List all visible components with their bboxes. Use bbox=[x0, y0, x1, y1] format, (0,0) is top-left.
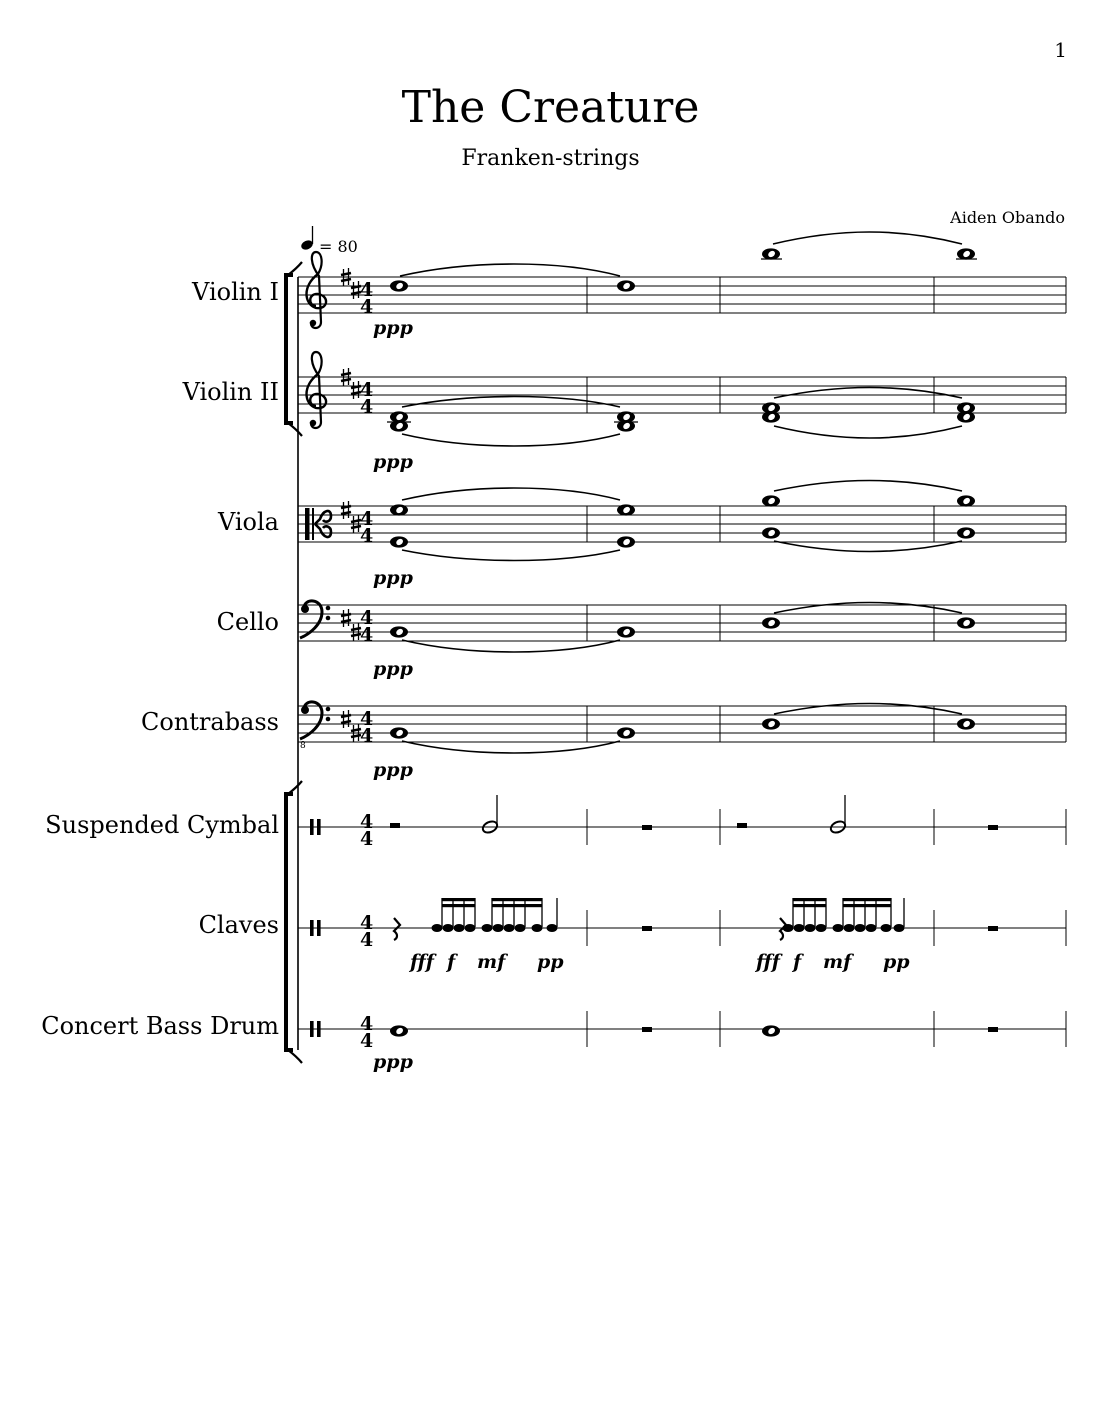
tempo-marking bbox=[300, 226, 358, 256]
whole-note bbox=[617, 280, 635, 291]
sharp-icon bbox=[341, 609, 351, 627]
dynamic-ppp: ppp bbox=[373, 567, 413, 589]
tie bbox=[400, 264, 620, 276]
score-title: The Creature bbox=[401, 82, 700, 133]
dynamic-mf: mf bbox=[823, 951, 852, 973]
octave-marker-icon: 8 bbox=[300, 741, 306, 751]
whole-note bbox=[390, 420, 408, 431]
time-signature-bottom: 4 bbox=[360, 525, 374, 547]
time-signature-bottom: 4 bbox=[360, 828, 374, 850]
whole-note bbox=[390, 536, 408, 547]
whole-note bbox=[617, 727, 635, 738]
whole-note bbox=[390, 727, 408, 738]
dynamic-mf: mf bbox=[477, 951, 506, 973]
staff-viola bbox=[298, 506, 1066, 542]
percussion-bracket bbox=[286, 794, 293, 1050]
time-signature-bottom: 4 bbox=[360, 725, 374, 747]
dynamic-ppp: ppp bbox=[373, 451, 413, 473]
staff-suspended-cymbal bbox=[298, 809, 1066, 845]
whole-note bbox=[957, 248, 975, 259]
sharp-icon bbox=[341, 710, 351, 728]
dynamic-pp: pp bbox=[537, 951, 564, 973]
whole-rest bbox=[988, 825, 998, 830]
whole-note bbox=[957, 411, 975, 422]
instrument-label-violin-1: Violin I bbox=[192, 278, 279, 306]
whole-note bbox=[390, 504, 408, 515]
time-signature-top: 4 bbox=[360, 508, 374, 530]
quarter-rest bbox=[394, 918, 400, 940]
whole-note bbox=[762, 718, 780, 729]
whole-note bbox=[390, 280, 408, 291]
whole-note bbox=[617, 504, 635, 515]
time-signature-bottom: 4 bbox=[360, 296, 374, 318]
composer: Aiden Obando bbox=[950, 208, 1065, 227]
instrument-label-claves: Claves bbox=[198, 911, 279, 939]
instrument-label-contrabass: Contrabass bbox=[141, 708, 279, 736]
time-signature-bottom: 4 bbox=[360, 929, 374, 951]
dynamic-ppp: ppp bbox=[373, 759, 413, 781]
sharp-icon bbox=[341, 501, 351, 519]
time-signature-bottom: 4 bbox=[360, 624, 374, 646]
half-rest bbox=[737, 823, 747, 828]
dynamic-ppp: ppp bbox=[373, 1051, 413, 1073]
whole-rest bbox=[642, 1027, 652, 1032]
whole-note bbox=[957, 617, 975, 628]
whole-note bbox=[390, 626, 408, 637]
whole-note bbox=[617, 626, 635, 637]
time-signature-bottom: 4 bbox=[360, 396, 374, 418]
claves-sixteenths-bar1 bbox=[432, 898, 558, 932]
whole-note bbox=[762, 495, 780, 506]
dynamic-f: f bbox=[447, 951, 456, 973]
dynamic-pp: pp bbox=[883, 951, 910, 973]
claves-sixteenths-bar3 bbox=[783, 898, 905, 932]
time-signature-top: 4 bbox=[360, 607, 374, 629]
instrument-label-violin-2: Violin II bbox=[182, 378, 279, 406]
time-signature-top: 4 bbox=[360, 811, 374, 833]
whole-note bbox=[762, 527, 780, 538]
time-signature-top: 4 bbox=[360, 379, 374, 401]
dynamic-ppp: ppp bbox=[373, 658, 413, 680]
whole-note bbox=[762, 411, 780, 422]
score-subtitle: Franken-strings bbox=[461, 146, 640, 171]
whole-note bbox=[762, 248, 780, 259]
staff-concert-bass-drum bbox=[298, 1011, 1066, 1047]
instrument-label-cello: Cello bbox=[216, 608, 279, 636]
time-signature-bottom: 4 bbox=[360, 1030, 374, 1052]
whole-rest bbox=[642, 926, 652, 931]
whole-note bbox=[957, 718, 975, 729]
half-rest bbox=[390, 823, 400, 828]
tie bbox=[773, 232, 962, 244]
whole-note bbox=[617, 536, 635, 547]
treble-clef-icon bbox=[307, 352, 327, 428]
violin-bracket bbox=[286, 275, 293, 423]
staff-claves bbox=[298, 910, 1066, 946]
time-signature-top: 4 bbox=[360, 912, 374, 934]
whole-rest bbox=[988, 1027, 998, 1032]
instrument-label-suspended-cymbal: Suspended Cymbal bbox=[45, 811, 279, 839]
time-signature-top: 4 bbox=[360, 708, 374, 730]
dynamic-f: f bbox=[793, 951, 802, 973]
time-signature-top: 4 bbox=[360, 1013, 374, 1035]
page-number: 1 bbox=[1054, 38, 1067, 62]
tempo-text: = 80 bbox=[319, 237, 358, 256]
whole-note bbox=[957, 495, 975, 506]
whole-rest bbox=[642, 825, 652, 830]
time-signature-top: 4 bbox=[360, 279, 374, 301]
whole-note bbox=[762, 1025, 780, 1036]
whole-rest bbox=[988, 926, 998, 931]
dynamic-fff: fff bbox=[410, 951, 434, 973]
dynamic-fff: fff bbox=[756, 951, 780, 973]
whole-note bbox=[762, 617, 780, 628]
whole-note bbox=[390, 1025, 408, 1036]
instrument-label-viola: Viola bbox=[217, 508, 279, 536]
dynamic-ppp: ppp bbox=[373, 317, 413, 339]
whole-note bbox=[957, 527, 975, 538]
whole-note bbox=[617, 420, 635, 431]
treble-clef-icon bbox=[307, 252, 327, 328]
instrument-label-concert-bass-drum: Concert Bass Drum bbox=[41, 1012, 279, 1040]
staff-violin-1 bbox=[298, 277, 1066, 313]
